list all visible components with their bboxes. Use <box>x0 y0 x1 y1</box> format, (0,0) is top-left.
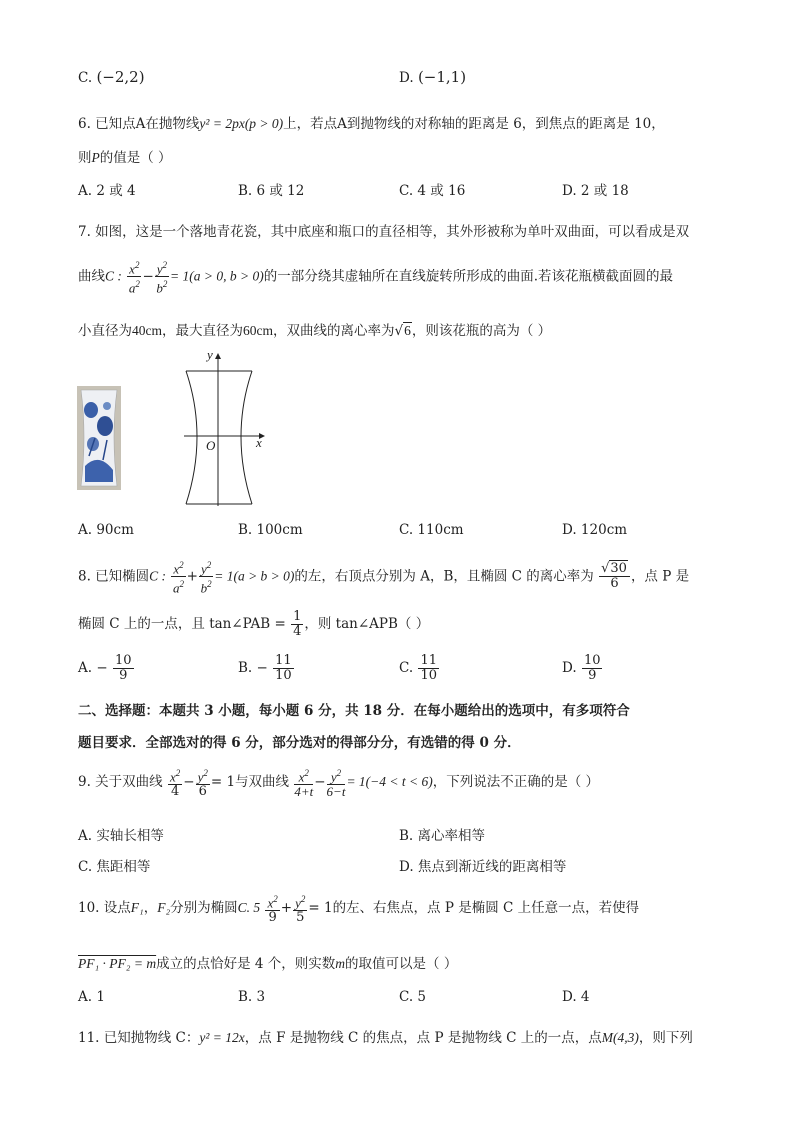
q5-option-d: D. (−1,1) <box>399 68 467 86</box>
section-2-heading-line2: 题目要求．全部选对的得 6 分，部分选对的得部分分，有选错的得 0 分． <box>78 735 521 751</box>
q7-stem-line1: 7. 如图，这是一个落地青花瓷，其中底座和瓶口的直径相等，其外形被称为单叶双曲面，可以看成是双 <box>78 224 690 240</box>
q6-stem-line2: 则P的值是（ ） <box>78 150 172 166</box>
q8-option-b: B. − $\frac{11}{10}$ <box>238 653 292 683</box>
q8-option-c: C. $\frac{11}{10}$ <box>399 653 437 683</box>
q7-stem-line3: 小直径为40cm，最大直径为60cm，双曲线的离心率为√6，则该花瓶的高为（ ） <box>78 323 552 339</box>
q9-option-d: D. 焦点到渐近线的距离相等 <box>399 859 567 875</box>
q9-option-c: C. 焦距相等 <box>78 859 151 875</box>
q9-option-a: A. 实轴长相等 <box>78 828 164 844</box>
q7-option-d: D. 120cm <box>562 522 628 538</box>
q10-option-a: A. 1 <box>78 989 105 1005</box>
q6-option-d: D. 2 或 18 <box>562 183 629 199</box>
hyperbola-right-branch <box>241 371 252 504</box>
q7-option-c: C. 110cm <box>399 522 464 538</box>
q8-stem-line2: 椭圆 C 上的一点，且 tan∠PAB = $\frac{1}{4}$ ，则 tan∠APB（ ） <box>78 609 430 639</box>
hyperbola-diagram <box>178 348 270 508</box>
q8-option-d: D. $\frac{10}{9}$ <box>562 653 601 683</box>
q5-option-c: C. (−2,2) <box>78 68 145 86</box>
q5-option-d-value: (−1,1) <box>417 68 467 86</box>
hyperbola-left-branch <box>186 371 197 504</box>
axis-x-label: x <box>256 435 262 450</box>
q6-stem: 6. 已知点A在抛物线y² = 2px(p > 0)上，若点A到抛物线的对称轴的距离是 6，到焦点的距离是 10， <box>78 116 665 132</box>
q5-option-c-value: (−2,2) <box>96 68 145 86</box>
q10-option-d: D. 4 <box>562 989 590 1005</box>
q7-stem-line2: 曲线C : $\frac{x^2}{a^2}$ − $\frac{y^2}{b^2}$ = 1(a > 0, b > 0)的一部分绕其虚轴所在直线旋转所形成的曲面.若该花瓶横截面圆的最 <box>78 260 674 296</box>
q9-option-b: B. 离心率相等 <box>399 828 486 844</box>
section-2-heading-line1: 二、选择题：本题共 3 小题，每小题 6 分，共 18 分．在每小题给出的选项中，有多项符合 <box>78 703 630 719</box>
axis-y-label: y <box>207 347 213 362</box>
q9-stem: 9. 关于双曲线 $\frac{x^2}{4}$ − $\frac{y^2}{6}$ = 1与双曲线 $\frac{x^2}{4+t}$ − $\frac{y^2}{6-t}$ = 1(−4 < t < 6)，下列说法不正确的是（ ） <box>78 768 600 800</box>
q10-stem-line2: PF₁ · PF₂ = m成立的点恰好是 4 个，则实数m的取值可以是（ ） <box>78 956 458 972</box>
q6-option-b: B. 6 或 12 <box>238 183 305 199</box>
q11-stem: 11. 已知抛物线 C：y² = 12x，点 F 是抛物线 C 的焦点，点 P 是抛物线 C 上的一点，点M(4,3)，则下列 <box>78 1030 693 1046</box>
q10-option-c: C. 5 <box>399 989 427 1005</box>
q7-option-a: A. 90cm <box>78 522 134 538</box>
q10-option-b: B. 3 <box>238 989 266 1005</box>
q8-option-a: A. − $\frac{10}{9}$ <box>78 653 132 683</box>
q6-option-c: C. 4 或 16 <box>399 183 466 199</box>
vase-photo <box>77 386 121 490</box>
q6-option-a: A. 2 或 4 <box>78 183 136 199</box>
q10-stem-line1: 10. 设点F₁，F₂分别为椭圆C. 5 $\frac{x^2}{9}$ + $\frac{y^2}{5}$ = 1的左、右焦点，点 P 是椭圆 C 上任意一点，若使得 <box>78 894 640 926</box>
q7-option-b: B. 100cm <box>238 522 303 538</box>
origin-label: O <box>206 438 216 453</box>
q8-stem-line1: 8. 已知椭圆C : $\frac{x^2}{a^2}$ + $\frac{y^2}{b^2}$ = 1(a > b > 0)的左，右顶点分别为 A，B，且椭圆 C 的离心率为 $\frac{√30}{6}$ ，点 P 是 <box>78 560 690 596</box>
